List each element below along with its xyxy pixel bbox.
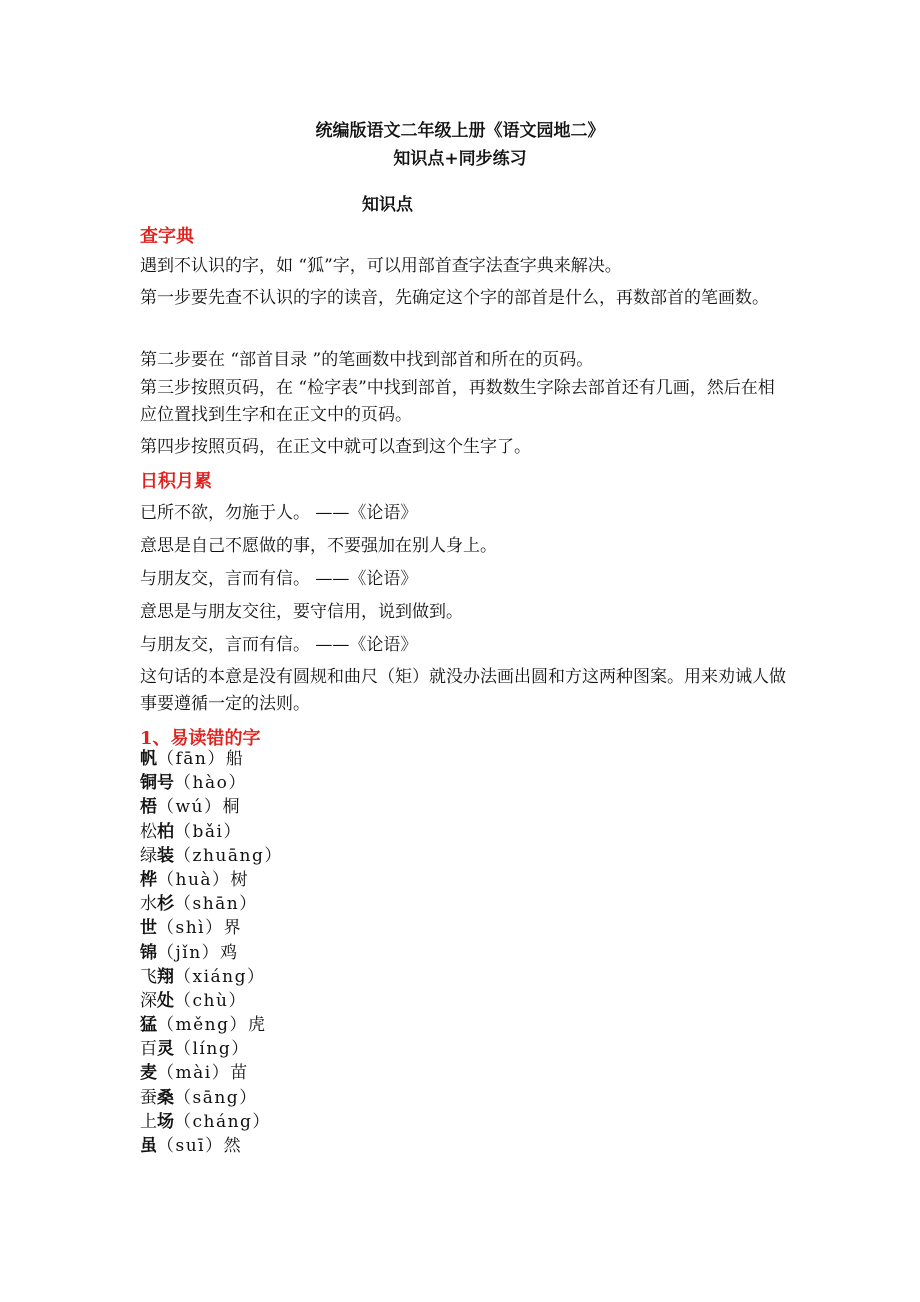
vocab-item [140,747,283,771]
vocab-char: 梧 [140,797,157,818]
vocab-pinyin: （zhuāng） [174,845,283,866]
vocab-item [140,1037,283,1061]
vocab-char: 杉 [157,894,174,915]
vocab-prefix: 绿 [140,845,157,866]
vocab-item [140,941,283,965]
vocab-item [140,868,283,892]
vocab-pinyin: （jǐn） [157,942,221,963]
vocab-pinyin: （xiáng） [174,966,266,987]
vocab-char: 猛 [140,1015,157,1036]
vocab-suffix: 树 [230,869,248,890]
vocab-item [140,1013,283,1037]
vocab-item [140,1110,283,1134]
vocab-pinyin: （fān） [157,749,226,769]
vocabulary-list [140,747,283,1158]
vocab-char: 帆 [140,749,157,769]
vocab-char: 场 [157,1111,174,1132]
section-heading-dictionary: 查字典 [140,226,194,247]
vocab-suffix: 船 [225,749,243,769]
vocab-item [140,1061,283,1085]
vocab-char: 世 [140,918,157,939]
paragraph: 第四步按照页码，在正文中就可以查到这个生字了。 [140,437,531,457]
paragraph: 第二步要在 “部首目录 ”的笔画数中找到部首和所在的页码。 [140,350,594,370]
vocab-item [140,916,283,940]
vocab-char: 铜号 [140,773,174,794]
section-heading-accumulation: 日积月累 [140,471,212,492]
vocab-pinyin: （sāng） [174,1087,258,1108]
vocab-item [140,892,283,916]
vocab-prefix: 深 [140,990,157,1011]
vocab-item [140,771,283,795]
vocab-suffix: 界 [223,918,241,939]
vocab-item [140,795,283,819]
vocab-char: 装 [157,845,174,866]
vocab-pinyin: （měng） [157,1015,249,1036]
vocab-char: 灵 [157,1039,174,1060]
quote-line: 已所不欲，勿施于人。 ——《论语》 [140,503,418,523]
vocab-prefix: 水 [140,894,157,915]
vocab-suffix: 鸡 [220,942,238,963]
vocab-pinyin: （bǎi） [174,821,242,842]
vocab-prefix: 百 [140,1039,157,1060]
paragraph: 遇到不认识的字，如 “狐”字，可以用部首查字法查字典来解决。 [140,256,622,276]
vocab-suffix: 然 [223,1136,241,1156]
vocab-pinyin: （líng） [174,1039,250,1060]
document-title: 统编版语文二年级上册《语文园地二》 [315,121,605,141]
explanation-line: 这句话的本意是没有圆规和曲尺（矩）就没办法画出圆和方这两种图案。用来劝诫人做事要遵循一定的法则。 [140,667,786,714]
vocab-char: 柏 [157,821,174,842]
vocab-item [140,820,283,844]
document-subtitle: 知识点+同步练习 [393,149,527,169]
vocab-pinyin: （shì） [157,918,224,939]
vocab-item [140,989,283,1013]
vocab-char: 桦 [140,869,157,890]
vocab-item [140,1086,283,1110]
vocab-pinyin: （cháng） [174,1111,271,1132]
vocab-pinyin: （hào） [174,773,247,794]
quote-line: 与朋友交，言而有信。 ——《论语》 [140,569,418,589]
vocab-prefix: 松 [140,821,157,842]
paragraph: 第三步按照页码，在 “检字表”中找到部首，再数数生字除去部首还有几画，然后在相应位置找到生字和在正文中的页码。 [140,378,775,425]
vocab-char: 翔 [157,966,174,987]
vocab-suffix: 苗 [230,1063,248,1084]
vocab-pinyin: （suī） [157,1136,224,1156]
explanation-line: 意思是与朋友交往，要守信用，说到做到。 [140,602,463,622]
vocab-pinyin: （shān） [174,894,258,915]
vocab-char: 麦 [140,1063,157,1084]
explanation-line: 意思是自己不愿做的事，不要强加在别人身上。 [140,536,497,556]
vocab-prefix: 上 [140,1111,157,1132]
vocab-char: 桑 [157,1087,174,1108]
paragraph: 第一步要先查不认识的字的读音，先确定这个字的部首是什么，再数部首的笔画数。 [140,288,769,308]
vocab-item [140,1134,283,1158]
section-heading-vocabulary: 1、易读错的字 [140,728,261,749]
vocab-pinyin: （mài） [157,1063,231,1084]
knowledge-heading: 知识点 [362,195,413,215]
vocab-pinyin: （huà） [157,869,231,890]
vocab-prefix: 飞 [140,966,157,987]
vocab-prefix: 蚕 [140,1087,157,1108]
vocab-pinyin: （chù） [174,990,247,1011]
quote-line: 与朋友交，言而有信。 ——《论语》 [140,635,418,655]
vocab-item [140,965,283,989]
vocab-item [140,844,283,868]
vocab-suffix: 虎 [248,1015,266,1036]
vocab-char: 处 [157,990,174,1011]
vocab-suffix: 桐 [222,797,240,818]
vocab-pinyin: （wú） [157,797,223,818]
vocab-char: 虽 [140,1136,157,1156]
vocab-char: 锦 [140,942,157,963]
